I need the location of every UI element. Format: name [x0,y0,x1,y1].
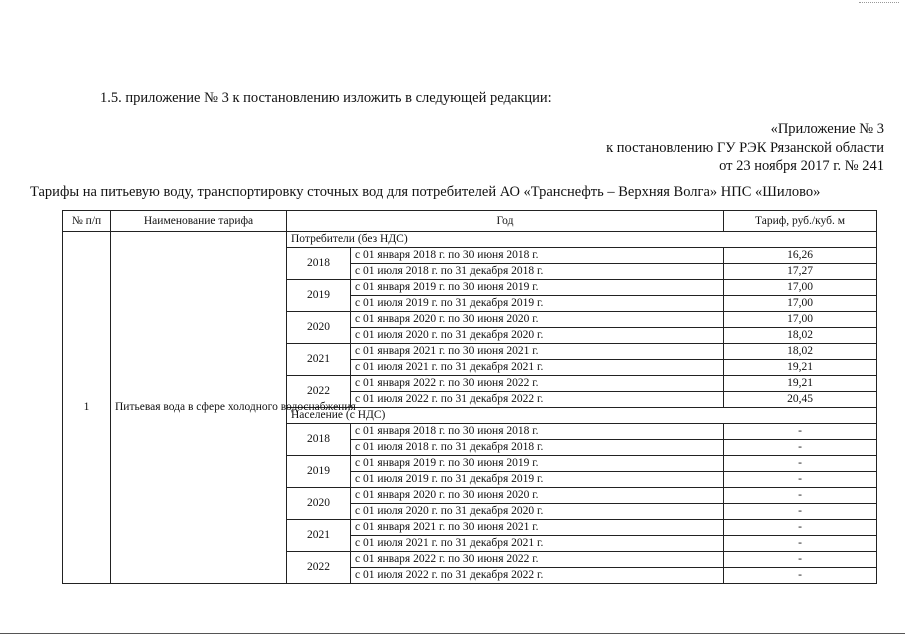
tariff-value-cell: - [724,440,877,456]
header-num: № п/п [63,211,111,232]
period-cell: с 01 июля 2020 г. по 31 декабря 2020 г. [351,504,724,520]
appendix-line-2: к постановлению ГУ РЭК Рязанской области [606,140,884,156]
tariff-value-cell: 17,00 [724,296,877,312]
consumer-group-label: Потребители (без НДС) [287,232,877,248]
period-cell: с 01 июля 2018 г. по 31 декабря 2018 г. [351,440,724,456]
tariff-value-cell: 19,21 [724,376,877,392]
tariff-table [62,210,877,584]
tariff-value-cell: - [724,456,877,472]
header-year: Год [287,211,724,232]
year-cell: 2022 [287,376,351,408]
tariff-value-cell: - [724,552,877,568]
header-name: Наименование тарифа [111,211,287,232]
period-cell: с 01 января 2019 г. по 30 июня 2019 г. [351,456,724,472]
period-cell: с 01 июля 2019 г. по 31 декабря 2019 г. [351,472,724,488]
tariff-value-cell: 18,02 [724,328,877,344]
tariff-value-cell: - [724,536,877,552]
period-cell: с 01 июля 2022 г. по 31 декабря 2022 г. [351,568,724,584]
row-number: 1 [63,232,111,584]
tariff-value-cell: 18,02 [724,344,877,360]
period-cell: с 01 июля 2022 г. по 31 декабря 2022 г. [351,392,724,408]
period-cell: с 01 января 2020 г. по 30 июня 2020 г. [351,488,724,504]
period-cell: с 01 июля 2018 г. по 31 декабря 2018 г. [351,264,724,280]
tariff-value-cell: 20,45 [724,392,877,408]
tariff-value-cell: - [724,472,877,488]
intro-paragraph: 1.5. приложение № 3 к постановлению изложить в следующей редакции: [100,90,552,106]
period-cell: с 01 июля 2021 г. по 31 декабря 2021 г. [351,536,724,552]
tariff-table-title: Тарифы на питьевую воду, транспортировку сточных вод для потребителей АО «Транснефть – Верхняя Волга» НПС «Шилово» [30,184,821,200]
period-cell: с 01 января 2019 г. по 30 июня 2019 г. [351,280,724,296]
year-cell: 2019 [287,280,351,312]
page-bottom-rule [0,633,905,634]
period-cell: с 01 июля 2020 г. по 31 декабря 2020 г. [351,328,724,344]
tariff-value-cell: 16,26 [724,248,877,264]
year-cell: 2020 [287,488,351,520]
tariff-value-cell: - [724,488,877,504]
year-cell: 2021 [287,344,351,376]
tariff-value-cell: 19,21 [724,360,877,376]
period-cell: с 01 января 2018 г. по 30 июня 2018 г. [351,424,724,440]
year-cell: 2021 [287,520,351,552]
appendix-line-1: «Приложение № 3 [770,121,884,137]
table-header-row [63,211,877,232]
period-cell: с 01 января 2020 г. по 30 июня 2020 г. [351,312,724,328]
tariff-value-cell: 17,00 [724,280,877,296]
tariff-value-cell: - [724,424,877,440]
period-cell: с 01 января 2021 г. по 30 июня 2021 г. [351,344,724,360]
year-cell: 2020 [287,312,351,344]
tariff-value-cell: 17,00 [724,312,877,328]
group-row [63,232,877,248]
tariff-value-cell: - [724,504,877,520]
period-cell: с 01 января 2022 г. по 30 июня 2022 г. [351,376,724,392]
year-cell: 2022 [287,552,351,584]
period-cell: с 01 января 2022 г. по 30 июня 2022 г. [351,552,724,568]
year-cell: 2018 [287,248,351,280]
header-tariff: Тариф, руб./куб. м [724,211,877,232]
tariff-value-cell: - [724,568,877,584]
tariff-value-cell: - [724,520,877,536]
period-cell: с 01 июля 2021 г. по 31 декабря 2021 г. [351,360,724,376]
period-cell: с 01 января 2021 г. по 30 июня 2021 г. [351,520,724,536]
year-cell: 2018 [287,424,351,456]
appendix-line-3: от 23 ноября 2017 г. № 241 [719,158,884,174]
scan-mark [859,2,899,4]
consumer-group-label: Население (с НДС) [287,408,877,424]
year-cell: 2019 [287,456,351,488]
period-cell: с 01 июля 2019 г. по 31 декабря 2019 г. [351,296,724,312]
tariff-value-cell: 17,27 [724,264,877,280]
period-cell: с 01 января 2018 г. по 30 июня 2018 г. [351,248,724,264]
tariff-name: Питьевая вода в сфере холодного водоснабжения [111,232,287,584]
